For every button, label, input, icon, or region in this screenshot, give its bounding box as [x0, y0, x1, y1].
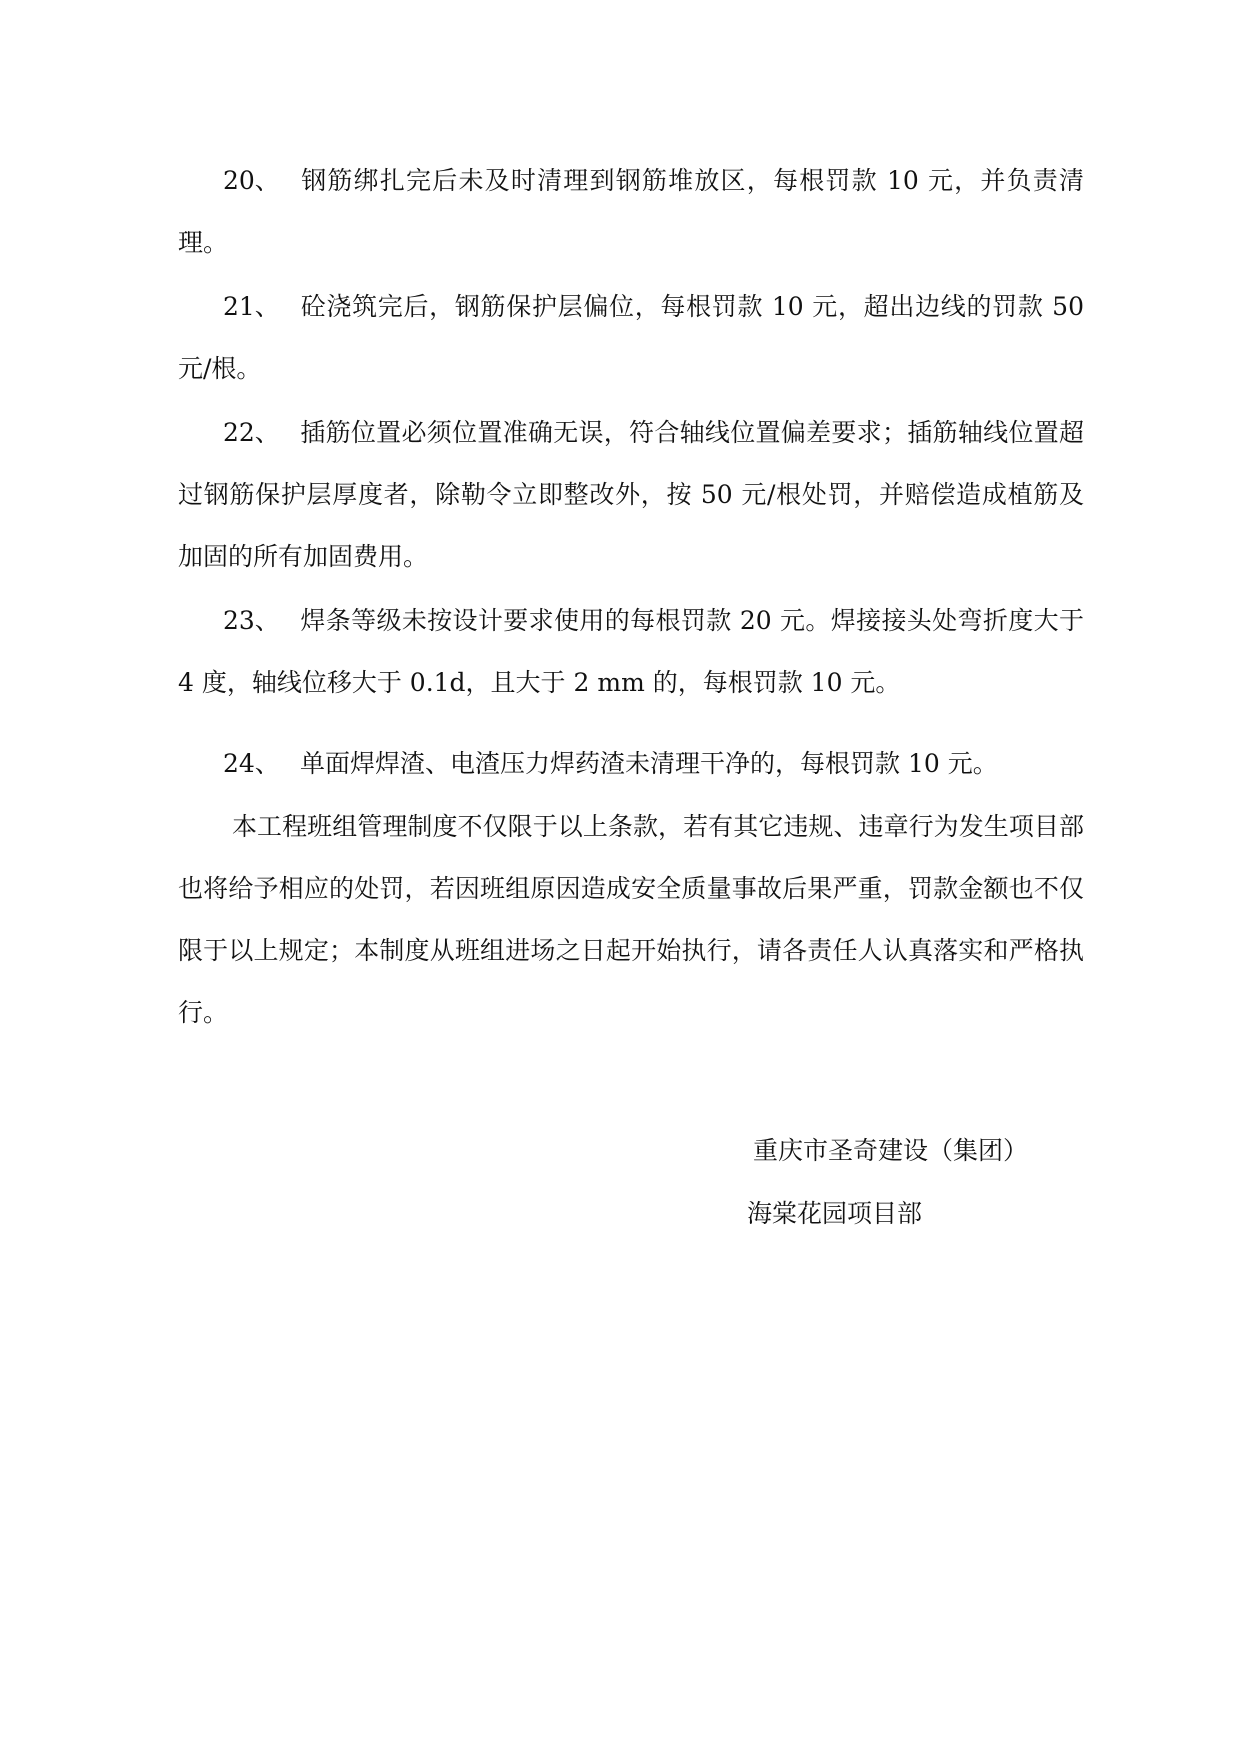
- signature-department: 海棠花园项目部: [747, 1199, 923, 1228]
- clause-text: 砼浇筑完后，钢筋保护层偏位，每根罚款 10 元，超出边线的罚款 50 元/根。: [178, 292, 1084, 383]
- clause-number: 20、: [223, 166, 280, 195]
- clause-number: 24、: [223, 749, 280, 778]
- clause-24: [178, 733, 1084, 795]
- closing-paragraph: 本工程班组管理制度不仅限于以上条款，若有其它违规、违章行为发生项目部也将给予相应的处罚，若因班组原因造成安全质量事故后果严重，罚款金额也不仅限于以上规定；本制度从班组进场之日起开始执行，请各责任人认真落实和严格执行。: [178, 812, 1084, 1027]
- signature-company: 重庆市圣奇建设（集团）: [753, 1136, 1029, 1165]
- clause-number: 23、: [223, 606, 280, 635]
- clause-22: [178, 402, 1084, 588]
- clause-21: [178, 276, 1084, 400]
- clause-text: 钢筋绑扎完后未及时清理到钢筋堆放区，每根罚款 10 元，并负责清理。: [178, 166, 1084, 257]
- clause-23: [178, 590, 1084, 714]
- clause-number: 22、: [223, 418, 280, 447]
- clause-text: 插筋位置必须位置准确无误，符合轴线位置偏差要求；插筋轴线位置超过钢筋保护层厚度者，除勒令立即整改外，按 50 元/根处罚，并赔偿造成植筋及加固的所有加固费用。: [178, 418, 1084, 571]
- clause-text: 焊条等级未按设计要求使用的每根罚款 20 元。焊接接头处弯折度大于 4 度，轴线位移大于 0.1d，且大于 2 mm 的，每根罚款 10 元。: [178, 606, 1084, 697]
- clause-20: [178, 150, 1084, 274]
- clause-number: 21、: [223, 292, 280, 321]
- clause-text: 单面焊焊渣、电渣压力焊药渣未清理干净的，每根罚款 10 元。: [300, 749, 998, 778]
